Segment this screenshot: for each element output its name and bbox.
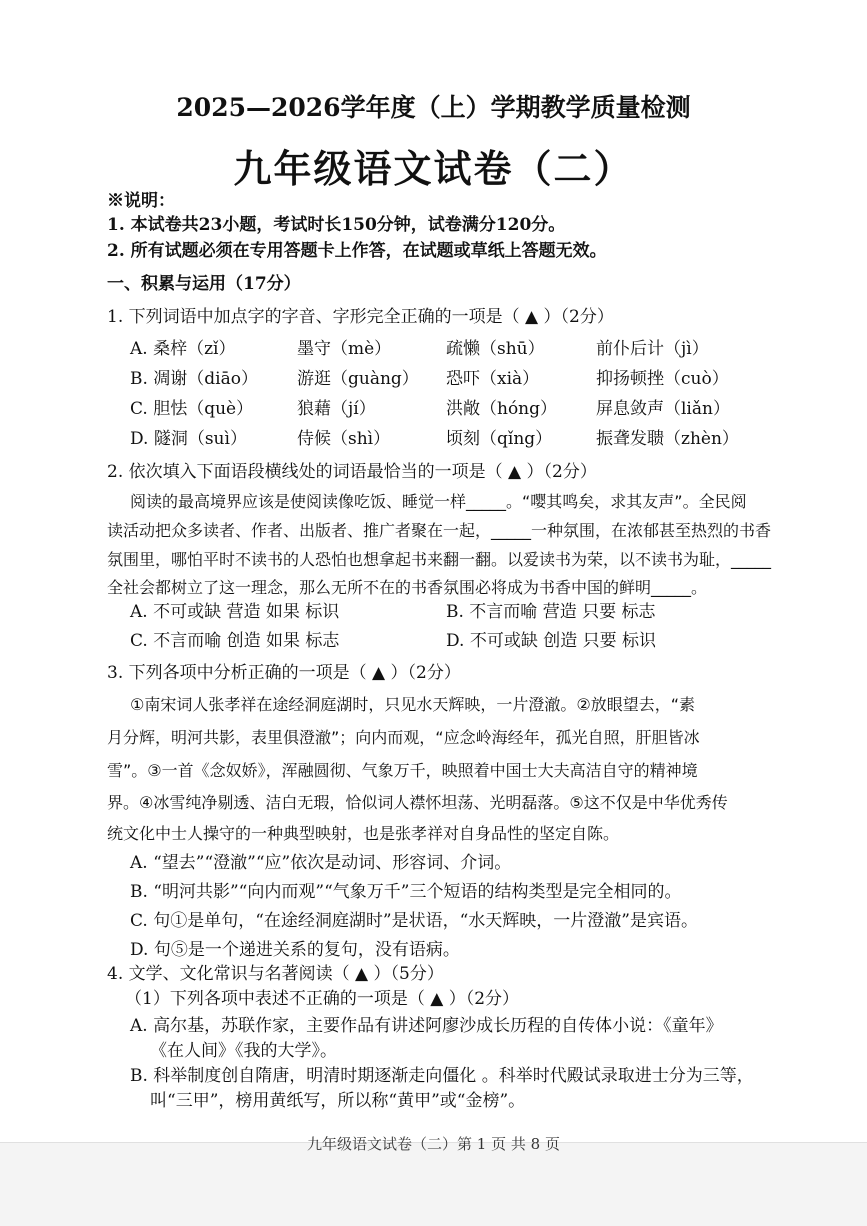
q1-a-4: 前仆后计（jì） xyxy=(596,339,709,359)
q1-stem: 1. 下列词语中加点字的字音、字形完全正确的一项是（ ▲ ）（2分） xyxy=(107,307,614,327)
q1-c-2: 狼藉（jí） xyxy=(297,399,376,419)
exam-subtitle: 九年级语文试卷（二） xyxy=(233,147,634,191)
notes-label: ※说明： xyxy=(107,191,175,211)
q2-option-a: A. 不可或缺 营造 如果 标识 xyxy=(130,602,340,622)
q1-b-1: B. 凋谢（diāo） xyxy=(130,369,258,389)
q1-c-1: C. 胆怯（què） xyxy=(130,399,254,419)
q3-option-c: C. 句①是单句，“在途经洞庭湖时”是状语，“水天辉映，一片澄澈”是宾语。 xyxy=(130,911,698,931)
q2-option-b: B. 不言而喻 营造 只要 标志 xyxy=(446,602,656,622)
q3-passage-line-1: ①南宋词人张孝祥在途经洞庭湖时，只见水天辉映，一片澄澈。②放眼望去，“素 xyxy=(130,695,695,714)
q2-passage-line-2: 读活动把众多读者、作者、出版者、推广者聚在一起，_____一种氛围，在浓郁甚至热烈的书香 xyxy=(107,521,772,540)
q3-passage-line-2: 月分辉，明河共影，表里俱澄澈”；向内而观，“应念岭海经年，孤光自照，肝胆皆冰 xyxy=(107,728,700,747)
scan-bottom-margin xyxy=(0,1143,867,1226)
q4-sub-question-1: （1）下列各项中表述不正确的一项是（ ▲ ）（2分） xyxy=(125,989,520,1009)
q1-b-2: 游逛（guàng） xyxy=(297,369,419,389)
q4-option-b-line-2: 叫“三甲”，榜用黄纸写，所以称“黄甲”或“金榜”。 xyxy=(150,1091,526,1111)
q1-d-3: 顷刻（qǐng） xyxy=(446,429,553,449)
q1-b-4: 抑扬顿挫（cuò） xyxy=(596,369,729,389)
q1-d-1: D. 隧洞（suì） xyxy=(130,429,247,449)
q3-option-b: B. “明河共影”“向内而观”“气象万千”三个短语的结构类型是完全相同的。 xyxy=(130,882,682,902)
q1-a-1: A. 桑梓（zǐ） xyxy=(130,339,236,359)
q2-passage-line-4: 全社会都树立了这一理念，那么无所不在的书香氛围必将成为书香中国的鲜明_____。 xyxy=(107,578,708,597)
q1-d-4: 振聋发聩（zhèn） xyxy=(596,429,739,449)
q3-option-d: D. 句⑤是一个递进关系的复句，没有语病。 xyxy=(130,940,460,960)
q1-a-3: 疏懒（shū） xyxy=(446,339,545,359)
q1-c-4: 屏息敛声（liǎn） xyxy=(596,399,730,419)
q3-stem: 3. 下列各项中分析正确的一项是（ ▲ ）（2分） xyxy=(107,663,461,683)
q1-c-3: 洪敞（hóng） xyxy=(446,399,558,419)
q3-passage-line-3: 雪”。③一首《念奴娇》，浑融圆彻、气象万千，映照着中国士大夫高洁自守的精神境 xyxy=(107,761,698,780)
q3-option-a: A. “望去”“澄澈”“应”依次是动词、形容词、介词。 xyxy=(130,853,512,873)
q3-passage-line-4: 界。④冰雪纯净剔透、洁白无瑕，恰似词人襟怀坦荡、光明磊落。⑤这不仅是中华优秀传 xyxy=(107,793,728,812)
q2-option-d: D. 不可或缺 创造 只要 标识 xyxy=(446,631,657,651)
q2-passage-line-1: 阅读的最高境界应该是使阅读像吃饭、睡觉一样_____。“嘤其鸣矣，求其友声”。全民阅 xyxy=(130,492,747,511)
q1-b-3: 恐吓（xià） xyxy=(446,369,540,389)
q1-d-2: 侍候（shì） xyxy=(297,429,391,449)
q2-stem: 2. 依次填入下面语段横线处的词语最恰当的一项是（ ▲ ）（2分） xyxy=(107,462,597,482)
q1-a-2: 墨守（mè） xyxy=(297,339,392,359)
exam-title: 2025—2026学年度（上）学期教学质量检测 xyxy=(176,93,691,122)
q4-stem: 4. 文学、文化常识与名著阅读（ ▲ ）（5分） xyxy=(107,964,444,984)
q4-option-b-line-1: B. 科举制度创自隋唐，明清时期逐渐走向僵化 。科举时代殿试录取进士分为三等， xyxy=(130,1066,754,1086)
section-heading: 一、积累与运用（17分） xyxy=(107,274,301,294)
note-item-1: 1. 本试卷共23小题，考试时长150分钟，试卷满分120分。 xyxy=(107,215,566,235)
q2-passage-line-3: 氛围里，哪怕平时不读书的人恐怕也想拿起书来翻一翻。以爱读书为荣，以不读书为耻，_____ xyxy=(107,550,772,569)
q4-option-a-line-1: A. 高尔基，苏联作家，主要作品有讲述阿廖沙成长历程的自传体小说：《童年》 xyxy=(130,1016,723,1036)
q4-option-a-line-2: 《在人间》《我的大学》。 xyxy=(150,1041,337,1061)
page-footer: 九年级语文试卷（二）第 1 页 共 8 页 xyxy=(307,1135,560,1153)
note-item-2: 2. 所有试题必须在专用答题卡上作答，在试题或草纸上答题无效。 xyxy=(107,241,607,261)
q3-passage-line-5: 统文化中士人操守的一种典型映射，也是张孝祥对自身品性的坚定自陈。 xyxy=(107,824,620,843)
q2-option-c: C. 不言而喻 创造 如果 标志 xyxy=(130,631,340,651)
